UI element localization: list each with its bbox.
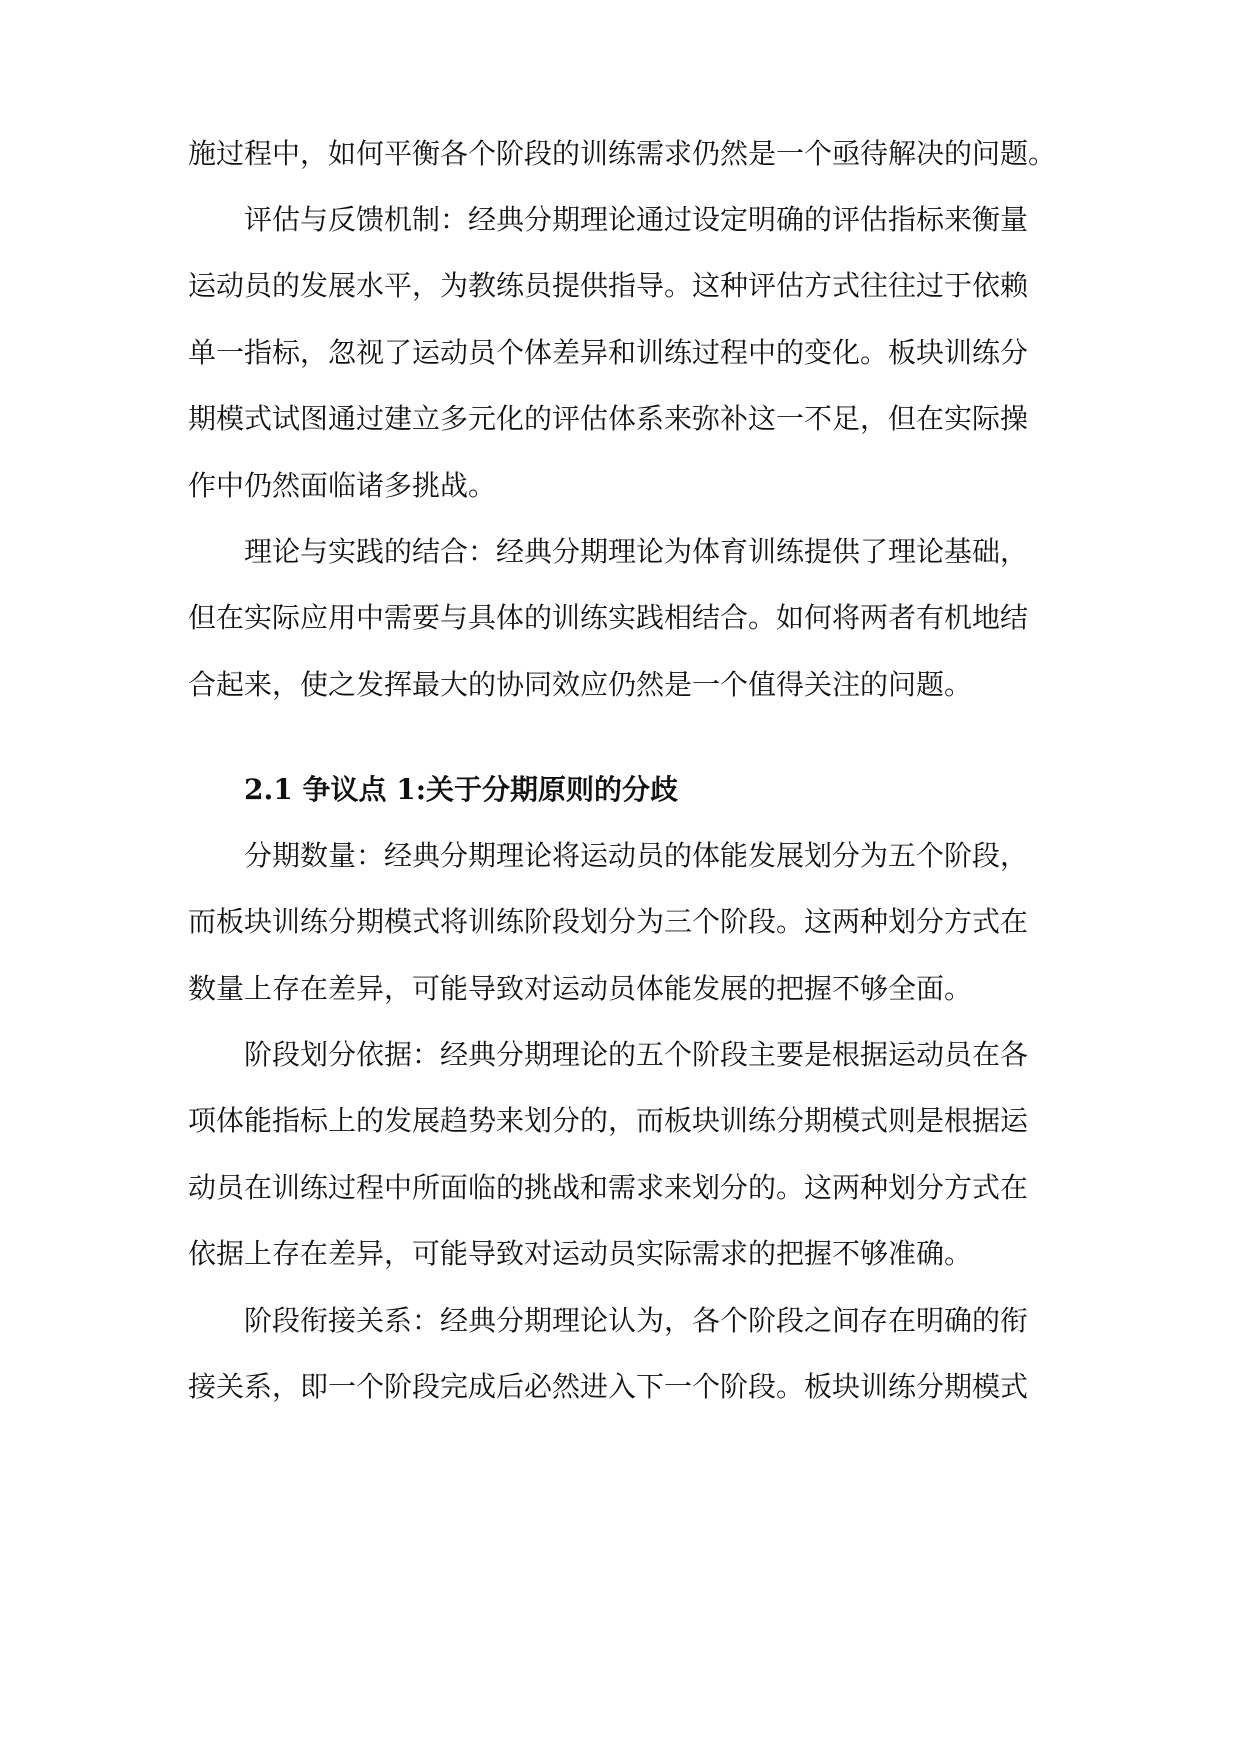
paragraph-line: 而板块训练分期模式将训练阶段划分为三个阶段。这两种划分方式在 xyxy=(188,905,1029,938)
paragraph-line: 期模式试图通过建立多元化的评估体系来弥补这一不足，但在实际操 xyxy=(188,402,1029,435)
paragraph-line: 项体能指标上的发展趋势来划分的，而板块训练分期模式则是根据运 xyxy=(188,1104,1029,1137)
paragraph-line: 阶段划分依据：经典分期理论的五个阶段主要是根据运动员在各 xyxy=(244,1038,1029,1071)
paragraph-line: 依据上存在差异，可能导致对运动员实际需求的把握不够准确。 xyxy=(188,1237,973,1270)
paragraph-line: 评估与反馈机制：经典分期理论通过设定明确的评估指标来衡量 xyxy=(244,203,1029,236)
paragraph-line: 作中仍然面临诸多挑战。 xyxy=(188,469,497,502)
paragraph-line: 运动员的发展水平，为教练员提供指导。这种评估方式往往过于依赖 xyxy=(188,269,1029,302)
paragraph-line: 数量上存在差异，可能导致对运动员体能发展的把握不够全面。 xyxy=(188,972,973,1005)
paragraph-line: 动员在训练过程中所面临的挑战和需求来划分的。这两种划分方式在 xyxy=(188,1171,1029,1204)
section-heading: 2.1 争议点 1:关于分期原则的分歧 xyxy=(244,773,679,806)
paragraph-line: 阶段衔接关系：经典分期理论认为，各个阶段之间存在明确的衔 xyxy=(244,1304,1029,1337)
paragraph-line: 分期数量：经典分期理论将运动员的体能发展划分为五个阶段， xyxy=(244,839,1029,872)
paragraph-line: 接关系，即一个阶段完成后必然进入下一个阶段。板块训练分期模式 xyxy=(188,1370,1029,1403)
paragraph-line: 合起来，使之发挥最大的协同效应仍然是一个值得关注的问题。 xyxy=(188,668,973,701)
paragraph-line: 单一指标，忽视了运动员个体差异和训练过程中的变化。板块训练分 xyxy=(188,336,1029,369)
paragraph-line: 理论与实践的结合：经典分期理论为体育训练提供了理论基础， xyxy=(244,535,1029,568)
paragraph-line: 但在实际应用中需要与具体的训练实践相结合。如何将两者有机地结 xyxy=(188,601,1029,634)
paragraph-line: 施过程中，如何平衡各个阶段的训练需求仍然是一个亟待解决的问题。 xyxy=(188,137,1057,170)
